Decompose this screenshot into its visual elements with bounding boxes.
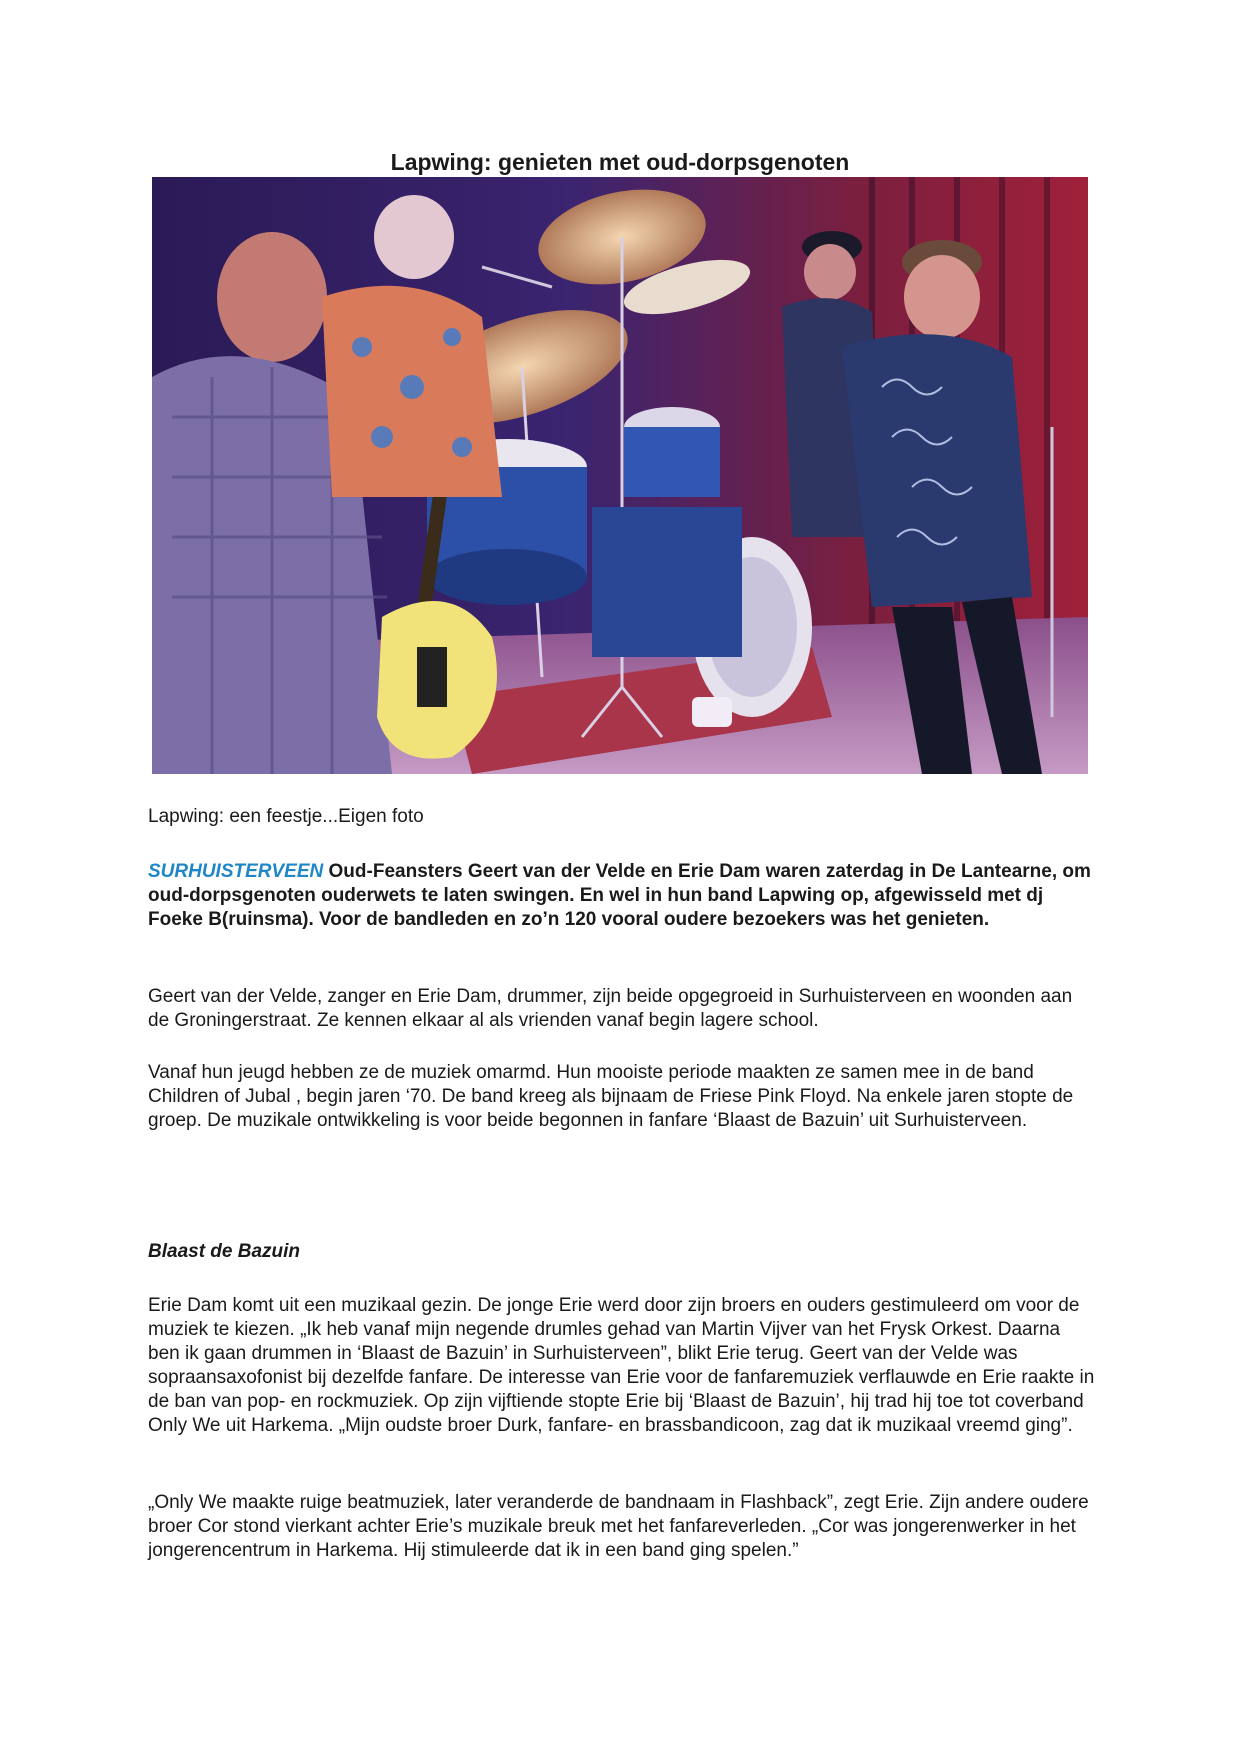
- paragraph-1: Geert van der Velde, zanger en Erie Dam, drummer, zijn beide opgegroeid in Surhuisterveen en woonden aan de Groningerstraat. Ze kennen elkaar al als vrienden vanaf begin lagere school.: [148, 986, 1073, 1031]
- paragraph-4: „Only We maakte ruige beatmuziek, later veranderde de bandnaam in Flashback”, zegt Erie. Zijn andere oudere broer Cor stond vierkant achter Erie’s muzikale breuk met het fanfareverleden. „Cor was jongerenwerker in het jongerencentrum in Harkema. Hij stimuleerde dat ik in een band ging spelen.”: [148, 1492, 1089, 1561]
- page-title: Lapwing: genieten met oud-dorpsgenoten: [390, 149, 850, 175]
- paragraph-2: Vanaf hun jeugd hebben ze de muziek omarmd. Hun mooiste periode maakten ze samen mee in de band Children of Jubal , begin jaren ‘70. De band kreeg als bijnaam de Friese Pink Floyd. Na enkele jaren stopte de groep. De muzikale ontwikkeling is voor beide begonnen in fanfare ‘Blaast de Bazuin’ uit Surhuisterveen.: [148, 1062, 1074, 1131]
- band-photo: [152, 177, 1088, 774]
- dateline: SURHUISTERVEEN: [148, 861, 324, 882]
- paragraph-3: Erie Dam komt uit een muzikaal gezin. De jonge Erie werd door zijn broers en ouders gestimuleerd om voor de muziek te kiezen. „Ik heb vanaf mijn negende drumles gehad van Martin Vijver van het Frysk Orkest. Daarna ben ik gaan drummen in ‘Blaast de Bazuin’ in Surhuisterveen”, blikt Erie terug. Geert van der Velde was sopraansaxofonist bij dezelfde fanfare. De interesse van Erie voor de fanfaremuziek verflauwde en Erie raakte in de ban van pop- en rockmuziek. Op zijn vijftiende stopte Erie bij ‘Blaast de Bazuin’, hij trad hij toe tot coverband Only We uit Harkema. „Mijn oudste broer Durk, fanfare- en brassbandicoon, zag dat ik muzikaal vreemd ging”.: [148, 1295, 1095, 1436]
- lead-text: Oud-Feansters Geert van der Velde en Erie Dam waren zaterdag in De Lantearne, om oud-dorpsgenoten ouderwets te laten swingen. En wel in hun band Lapwing op, afgewisseld met dj Foeke B(ruinsma). Voor de bandleden en zo’n 120 vooral oudere bezoekers was het genieten.: [148, 861, 1091, 930]
- lead-paragraph: [148, 860, 1096, 932]
- subheading: Blaast de Bazuin: [148, 1241, 301, 1262]
- photo-caption: Lapwing: een feestje...Eigen foto: [148, 806, 424, 827]
